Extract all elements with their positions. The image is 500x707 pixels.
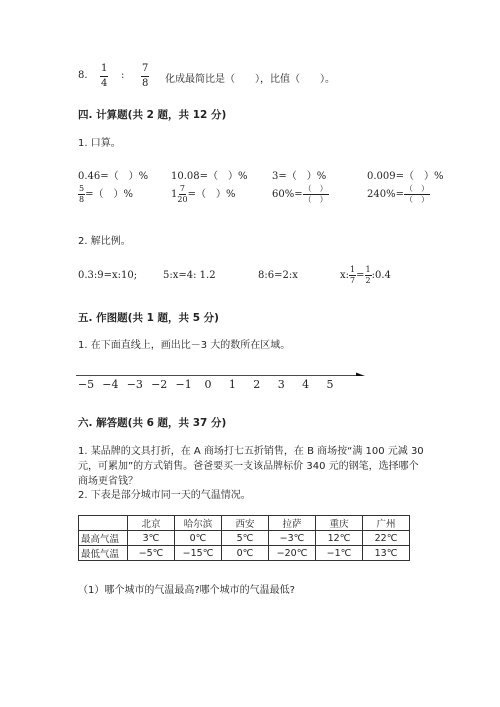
prop4-tail: :0.4 xyxy=(371,270,391,281)
table-header-cell: 重庆 xyxy=(316,516,363,531)
table-cell: 12℃ xyxy=(316,531,363,546)
calc-item-1: 0.46=（ ）% xyxy=(78,171,149,182)
q8-fraction-1 xyxy=(100,64,108,89)
number-line-tick-label: 1 xyxy=(228,378,236,391)
section6-sub1: （1）哪个城市的气温最高?哪个城市的气温最低? xyxy=(78,585,295,596)
q8-frac1-den: 4 xyxy=(101,78,108,89)
section5-title: 五. 作图题(共 1 题，共 5 分) xyxy=(78,312,219,324)
number-line-arrow-icon xyxy=(356,373,365,377)
table-cell: −1℃ xyxy=(316,546,363,561)
calc7-num: （ ） xyxy=(303,184,328,193)
table-cell: −3℃ xyxy=(269,531,316,546)
table-header-cell: 北京 xyxy=(128,516,175,531)
section6-title: 六. 解答题(共 6 题，共 37 分) xyxy=(78,417,227,429)
number-line-tick-label: −5 xyxy=(77,378,95,391)
calc-item-8 xyxy=(367,185,430,204)
number-line-tick-label: 4 xyxy=(302,378,310,391)
q8-frac2-den: 8 xyxy=(142,78,149,89)
table-header-row xyxy=(79,516,410,531)
calc8-num: （ ） xyxy=(404,184,429,193)
section4-q2-label: 2. 解比例。 xyxy=(78,236,131,247)
table-cell: 22℃ xyxy=(363,531,410,546)
number-line-tick-label: 3 xyxy=(277,378,285,391)
table-cell: 3℃ xyxy=(128,531,175,546)
table-row xyxy=(79,546,410,561)
q8-colon: : xyxy=(121,70,125,81)
number-line-tick-label: 2 xyxy=(253,378,261,391)
table-row xyxy=(79,531,410,546)
number-line xyxy=(76,362,366,376)
q8-text: 化成最简比是（ ），比值（ ）。 xyxy=(165,74,335,85)
table-row-label: 最高气温 xyxy=(79,531,128,546)
prop4-head: x: xyxy=(340,270,350,281)
table-cell: 13℃ xyxy=(363,546,410,561)
calc8-head: 240%= xyxy=(367,189,404,200)
calc-item-2: 10.08=（ ）% xyxy=(171,171,248,182)
proportion-4 xyxy=(340,266,391,285)
table-cell: −20℃ xyxy=(269,546,316,561)
temperature-table xyxy=(78,515,410,561)
calc6-den: 20 xyxy=(177,195,188,204)
prop4-f2-num: 1 xyxy=(365,265,371,274)
prop4-f1-den: 7 xyxy=(350,276,356,285)
calc-item-5 xyxy=(78,185,133,204)
number-line-tick-label: −4 xyxy=(102,378,119,391)
number-line-tick-label: −3 xyxy=(126,378,143,391)
section4-q1-label: 1. 口算。 xyxy=(78,138,121,149)
section6-q2-text: 2. 下表是部分城市同一天的气温情况。 xyxy=(78,490,251,501)
calc-item-7 xyxy=(272,185,329,204)
number-line-tick-label: −1 xyxy=(175,378,192,391)
table-row-label: 最低气温 xyxy=(79,546,128,561)
section6-q1-line-3: 商场更省钱？ xyxy=(78,476,138,487)
q8-number: 8. xyxy=(78,70,88,81)
section5-q1-text: 1. 在下面直线上，画出比－3 大的数所在区域。 xyxy=(78,340,291,351)
number-line-tick-label: −2 xyxy=(151,378,168,391)
calc5-num: 5 xyxy=(79,184,85,193)
section6-q1-line-1: 1. 某品牌的文具打折，在 A 商场打七五折销售，在 B 商场按“满 100 元减 30 xyxy=(78,446,424,457)
calc-item-6 xyxy=(171,185,235,204)
proportion-3: 8:6=2:x xyxy=(258,270,298,281)
prop4-mid: = xyxy=(356,270,365,281)
table-header-cell: 西安 xyxy=(222,516,269,531)
section4-title: 四. 计算题(共 2 题，共 12 分) xyxy=(78,109,227,121)
section6-q1-line-2: 元，可累加”的方式销售。爸爸要买一支该品牌标价 340 元的钢笔，选择哪个 xyxy=(78,461,419,472)
calc-item-3: 3=（ ）% xyxy=(272,171,327,182)
number-line-tick-label: 5 xyxy=(326,378,334,391)
table-cell: −15℃ xyxy=(175,546,222,561)
calc7-head: 60%= xyxy=(272,189,303,200)
calc6-tail: =（ ）% xyxy=(187,189,236,200)
calc7-den: （ ） xyxy=(303,195,328,204)
proportion-1: 0.3:9=x:10; xyxy=(78,270,138,281)
table-cell: 0℃ xyxy=(175,531,222,546)
q8-fraction-2 xyxy=(141,64,149,89)
prop4-f1-num: 1 xyxy=(350,265,356,274)
number-line-tick-label: 0 xyxy=(204,378,212,391)
calc6-num: 7 xyxy=(179,184,186,193)
calc5-tail: =（ ）% xyxy=(85,189,133,200)
calc5-den: 8 xyxy=(79,195,85,204)
calc8-den: （ ） xyxy=(404,195,429,204)
table-header-cell: 拉萨 xyxy=(269,516,316,531)
table-header-cell: 广州 xyxy=(363,516,410,531)
table-cell: 5℃ xyxy=(222,531,269,546)
q8-frac2-num: 7 xyxy=(141,64,149,77)
table-corner-cell xyxy=(79,516,128,531)
table-cell: −5℃ xyxy=(128,546,175,561)
prop4-f2-den: 2 xyxy=(365,276,371,285)
calc-item-4: 0.009=（ ）% xyxy=(367,171,444,182)
calc6-whole: 1 xyxy=(171,189,178,200)
proportion-2: 5:x=4: 1.2 xyxy=(163,270,216,281)
q8-frac1-num: 1 xyxy=(100,64,108,77)
table-cell: 0℃ xyxy=(222,546,269,561)
table-header-cell: 哈尔滨 xyxy=(175,516,222,531)
